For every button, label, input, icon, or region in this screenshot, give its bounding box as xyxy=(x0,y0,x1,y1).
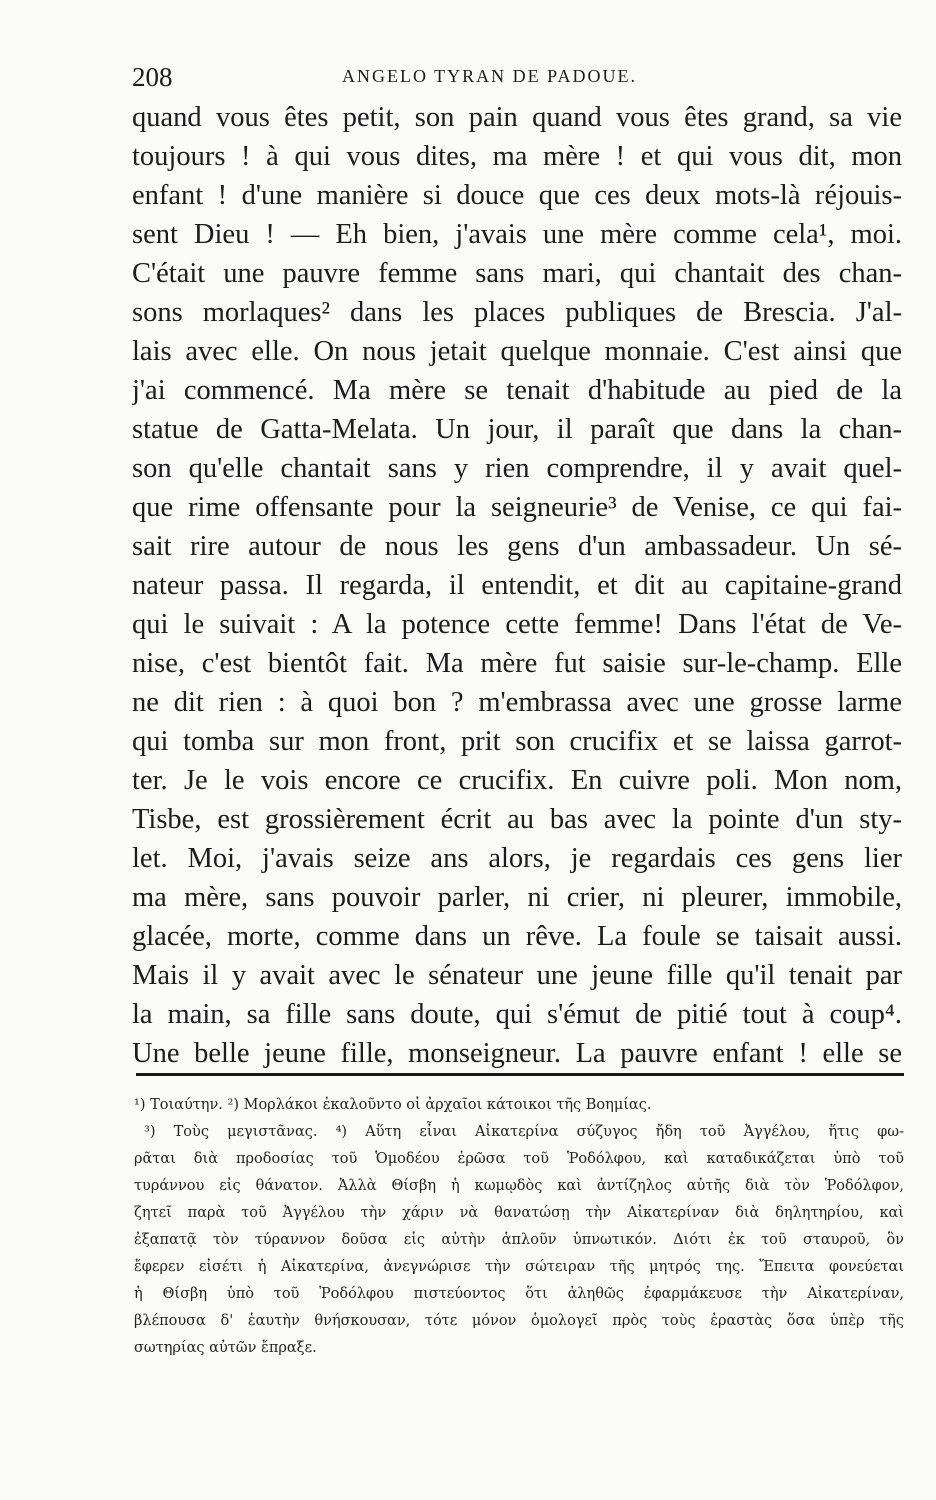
footnote-line: ¹) Τοιαύτην. ²) Μορλάκοι ἐκαλοῦντο οἱ ἀρχαῖοι κάτοικοι τῆς Βοημίας. xyxy=(134,1097,652,1113)
text-line: son qu'elle chantait sans y rien comprendre, il y avait quel- xyxy=(132,453,902,484)
text-line: let. Moi, j'avais seize ans alors, je regardais ces gens lier xyxy=(132,843,902,874)
text-line: glacée, morte, comme dans un rêve. La foule se taisait aussi. xyxy=(132,921,902,952)
text-line: Mais il y avait avec le sénateur une jeune fille qu'il tenait par xyxy=(132,960,902,991)
text-line: la main, sa fille sans doute, qui s'émut de pitié tout à coup⁴. xyxy=(132,999,902,1030)
text-line: lais avec elle. On nous jetait quelque monnaie. C'est ainsi que xyxy=(132,336,902,367)
footnote-line: ἐξαπατᾷ τὸν τύραννον δοῦσα εἰς αὐτὴν ἁπλοῦν ὑπνωτικόν. Διότι ἐκ τοῦ σταυροῦ, ὃν xyxy=(134,1232,904,1248)
text-line: j'ai commencé. Ma mère se tenait d'habitude au pied de la xyxy=(132,375,902,406)
running-head: ANGELO TYRAN DE PADOUE. xyxy=(342,66,638,86)
footnote-line: ἡ Θίσβη ὑπὸ τοῦ Ῥοδόλφου πιστεύοντος ὅτι ἀληθῶς ἐφαρμάκευσε τὴν Αἰκατερίναν, xyxy=(134,1286,904,1302)
text-line: ter. Je le vois encore ce crucifix. En cuivre poli. Mon nom, xyxy=(132,765,902,796)
footnote-line: ³) Τοὺς μεγιστᾶνας. ⁴) Αὕτη εἶναι Αἰκατερίνα σύζυγος ἤδη τοῦ Ἀγγέλου, ἥτις φω- xyxy=(144,1124,904,1140)
text-line: Une belle jeune fille, monseigneur. La pauvre enfant ! elle se xyxy=(132,1038,902,1069)
text-line: qui tomba sur mon front, prit son crucifix et se laissa garrot- xyxy=(132,726,902,757)
footnote-line: ἔφερεν εἰσέτι ἡ Αἰκατερίνα, ἀνεγνώρισε τὴν σώτειραν τῆς μητρός της. Ἔπειτα φονεύεται xyxy=(134,1259,904,1275)
body-text xyxy=(132,98,902,1073)
footnotes xyxy=(134,1092,904,1362)
footnote-line: ζητεῖ παρὰ τοῦ Ἀγγέλου τὴν χάριν νὰ θανατώσῃ τὴν Αἰκατερίναν διὰ δηλητηρίου, καὶ xyxy=(134,1205,904,1221)
text-line: qui le suivait : A la potence cette femme! Dans l'état de Ve- xyxy=(132,609,902,640)
text-line: que rime offensante pour la seigneurie³ de Venise, ce qui fai- xyxy=(132,492,902,523)
text-line: nise, c'est bientôt fait. Ma mère fut saisie sur-le-champ. Elle xyxy=(132,648,902,679)
text-line: sait rire autour de nous les gens d'un ambassadeur. Un sé- xyxy=(132,531,902,562)
footnote-rule xyxy=(136,1073,904,1076)
footnote-line: ρᾶται διὰ προδοσίας τοῦ Ὁμοδέου ἐρῶσα τοῦ Ῥοδόλφου, καὶ καταδικάζεται ὑπὸ τοῦ xyxy=(134,1151,904,1167)
text-line: sons morlaques² dans les places publiques de Brescia. J'al- xyxy=(132,297,902,328)
text-line: Tisbe, est grossièrement écrit au bas avec la pointe d'un sty- xyxy=(132,804,902,835)
page-number: 208 xyxy=(132,62,173,92)
footnote-line: τυράννου εἰς θάνατον. Ἀλλὰ Θίσβη ἡ κωμῳδὸς καὶ ἀντίζηλος αὐτῆς διὰ τὸν Ῥοδόλφον, xyxy=(134,1178,904,1194)
page-header xyxy=(132,62,902,96)
text-line: ma mère, sans pouvoir parler, ni crier, ni pleurer, immobile, xyxy=(132,882,902,913)
footnote-line: βλέπουσα δ' ἑαυτὴν θνήσκουσαν, τότε μόνον ὁμολογεῖ πρὸς τοὺς ἐραστὰς ὅσα ὑπὲρ τῆς xyxy=(134,1313,904,1329)
text-line: enfant ! d'une manière si douce que ces deux mots-là réjouis- xyxy=(132,180,902,211)
text-line: toujours ! à qui vous dites, ma mère ! et qui vous dit, mon xyxy=(132,141,902,172)
footnote-line: σωτηρίας αὐτῶν ἔπραξε. xyxy=(134,1340,317,1356)
text-line: sent Dieu ! — Eh bien, j'avais une mère comme cela¹, moi. xyxy=(132,219,902,250)
text-line: C'était une pauvre femme sans mari, qui chantait des chan- xyxy=(132,258,902,289)
text-line: statue de Gatta-Melata. Un jour, il paraît que dans la chan- xyxy=(132,414,902,445)
text-line: quand vous êtes petit, son pain quand vous êtes grand, sa vie xyxy=(132,102,902,133)
text-line: ne dit rien : à quoi bon ? m'embrassa avec une grosse larme xyxy=(132,687,902,718)
text-line: nateur passa. Il regarda, il entendit, et dit au capitaine-grand xyxy=(132,570,902,601)
